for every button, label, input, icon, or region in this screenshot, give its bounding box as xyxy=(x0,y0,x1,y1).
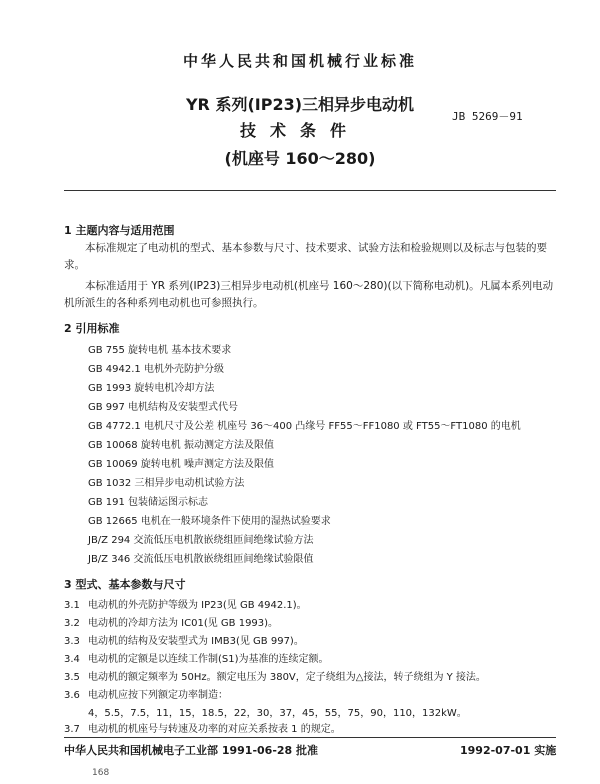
clause-number: 3.5 xyxy=(64,672,80,683)
clause-3-5 xyxy=(64,668,486,683)
clause-3-7 xyxy=(64,720,341,735)
clause-text: 电动机应按下列额定功率制造： xyxy=(88,690,228,701)
section-1-heading: 1 主题内容与适用范围 xyxy=(64,224,175,237)
reference-item: GB 755 旋转电机 基本技术要求 xyxy=(88,345,232,356)
page-number: 168 xyxy=(92,768,110,778)
rated-power-list: 4，5.5，7.5，11，15，18.5，22，30，37，45，55，75，90，110，132kW。 xyxy=(88,708,467,719)
footer-divider xyxy=(64,737,556,738)
clause-text: 电动机的定额是以连续工作制(S1)为基准的连续定额。 xyxy=(88,654,329,665)
clause-text: 电动机的额定频率为 50Hz。额定电压为 380V，定子绕组为△接法，转子绕组为 Y 接法。 xyxy=(88,672,486,683)
reference-item: GB 10069 旋转电机 噪声测定方法及限值 xyxy=(88,459,274,470)
clause-3-4 xyxy=(64,650,329,665)
reference-item: GB 191 包装储运图示标志 xyxy=(88,497,209,508)
section-1-paragraph-2: 本标准适用于 YR 系列(IP23)三相异步电动机(机座号 160～280)(以下简称电动机)。凡属本系列电动机所派生的各种系列电动机也可参照执行。 xyxy=(64,280,554,309)
clause-number: 3.3 xyxy=(64,636,80,647)
section-1-paragraph-1: 本标准规定了电动机的型式、基本参数与尺寸、技术要求、试验方法和检验规则以及标志与包装的要求。 xyxy=(64,242,547,271)
reference-item: GB 12665 电机在一般环境条件下使用的湿热试验要求 xyxy=(88,516,331,527)
clause-text: 电动机的冷却方法为 IC01(见 GB 1993)。 xyxy=(88,618,279,629)
implementation-date: 1992-07-01 实施 xyxy=(460,744,557,757)
document-title-line-2: 技术条件 xyxy=(239,121,360,140)
document-title-line-1: YR 系列(IP23)三相异步电动机 xyxy=(185,95,415,114)
reference-item: GB 4772.1 电机尺寸及公差 机座号 36～400 凸缘号 FF55～FF1080 或 FT55～FT1080 的电机 xyxy=(88,421,521,432)
reference-item: GB 4942.1 电机外壳防护分级 xyxy=(88,364,224,375)
clause-number: 3.2 xyxy=(64,618,80,629)
clause-3-1 xyxy=(64,596,307,611)
approval-line: 中华人民共和国机械电子工业部 1991-06-28 批准 xyxy=(64,744,319,757)
reference-item: JB/Z 346 交流低压电机散嵌绕组匝间绝缘试验限值 xyxy=(88,554,314,565)
clause-text: 电动机的外壳防护等级为 IP23(见 GB 4942.1)。 xyxy=(88,600,307,611)
reference-item: GB 1993 旋转电机冷却方法 xyxy=(88,383,215,394)
clause-number: 3.6 xyxy=(64,690,80,701)
reference-item: GB 10068 旋转电机 振动测定方法及限值 xyxy=(88,440,274,451)
clause-3-3 xyxy=(64,632,304,647)
clause-number: 3.7 xyxy=(64,724,80,735)
issuing-organization: 中华人民共和国机械行业标准 xyxy=(182,52,417,70)
section-3-heading: 3 型式、基本参数与尺寸 xyxy=(64,578,186,591)
header-divider xyxy=(64,190,556,191)
clause-text: 电动机的机座号与转速及功率的对应关系按表 1 的规定。 xyxy=(88,724,341,735)
clause-number: 3.4 xyxy=(64,654,80,665)
clause-3-6 xyxy=(64,686,228,701)
reference-item: GB 1032 三相异步电动机试验方法 xyxy=(88,478,245,489)
standard-number: JB 5269－91 xyxy=(452,110,523,123)
clause-3-2 xyxy=(64,614,278,629)
clause-number: 3.1 xyxy=(64,600,80,611)
clause-text: 电动机的结构及安装型式为 IMB3(见 GB 997)。 xyxy=(88,636,304,647)
reference-item: GB 997 电机结构及安装型式代号 xyxy=(88,402,239,413)
reference-item: JB/Z 294 交流低压电机散嵌绕组匝间绝缘试验方法 xyxy=(88,535,314,546)
document-title-line-3: (机座号 160～280) xyxy=(224,149,376,168)
section-2-heading: 2 引用标准 xyxy=(64,322,120,335)
